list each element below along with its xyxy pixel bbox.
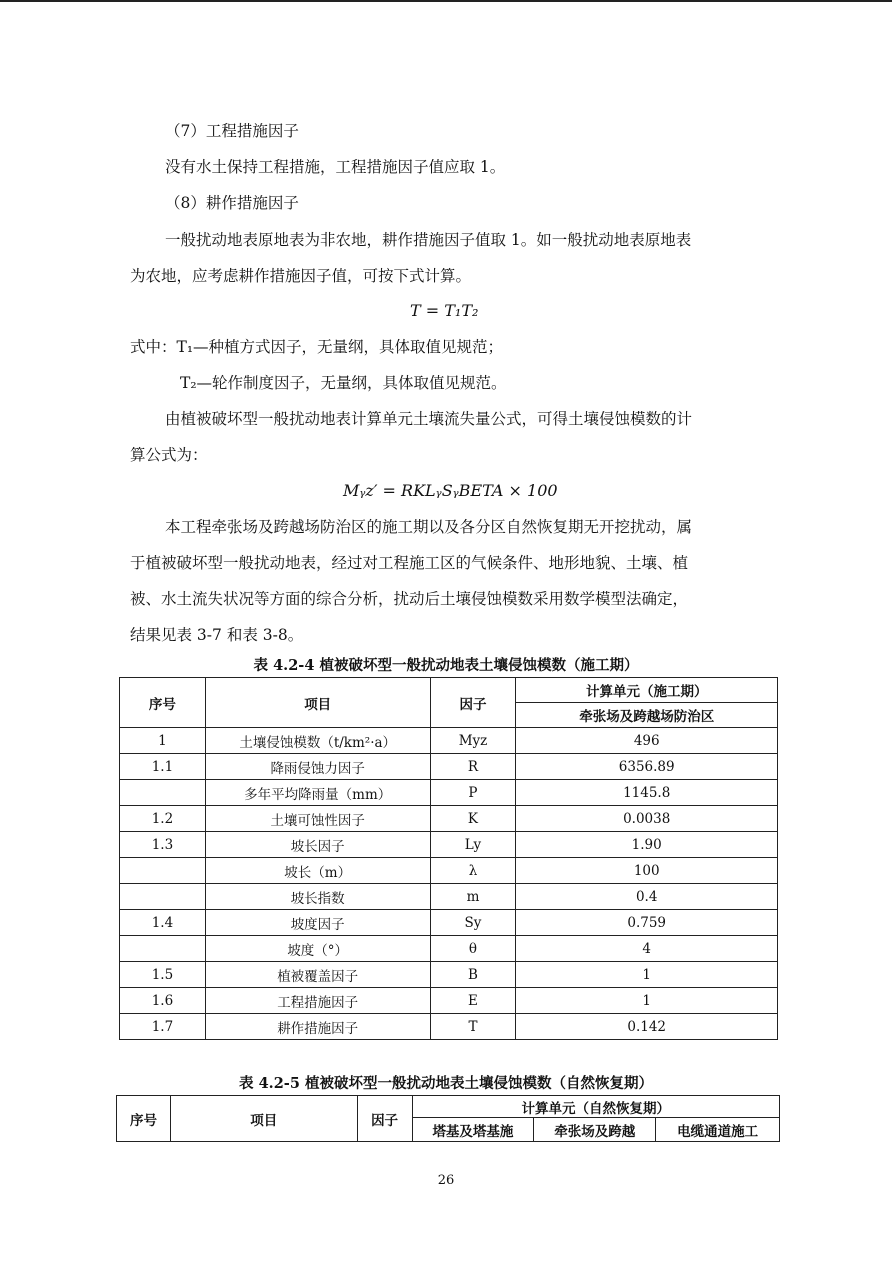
table1-header-item: 项目 bbox=[205, 678, 430, 728]
table-row bbox=[120, 962, 778, 988]
heading-8: （8）耕作措施因子 bbox=[165, 194, 299, 212]
table-row bbox=[120, 910, 778, 936]
table1-cell-value: 0.759 bbox=[516, 910, 778, 936]
paragraph-10-line-4: 结果见表 3-7 和表 3-8。 bbox=[130, 626, 304, 644]
top-border-line bbox=[0, 0, 892, 2]
table1-cell-item: 降雨侵蚀力因子 bbox=[205, 754, 430, 780]
table1-cell-item: 多年平均降雨量（mm） bbox=[205, 780, 430, 806]
paragraph-10-line-3: 被、水土流失状况等方面的综合分析，扰动后土壤侵蚀模数采用数学模型法确定， bbox=[130, 590, 689, 608]
table1-cell-factor: T bbox=[430, 1014, 516, 1040]
table1-cell-item: 坡长（m） bbox=[205, 858, 430, 884]
table1-cell-value: 1145.8 bbox=[516, 780, 778, 806]
table-row bbox=[120, 936, 778, 962]
table1-header-unit: 计算单元（施工期） bbox=[516, 678, 778, 703]
table1-body bbox=[120, 728, 778, 1040]
table1-cell-no: 1.4 bbox=[120, 910, 206, 936]
table1-cell-no bbox=[120, 884, 206, 910]
table1-cell-item: 坡长因子 bbox=[205, 832, 430, 858]
table1-cell-value: 496 bbox=[516, 728, 778, 754]
table-row bbox=[120, 728, 778, 754]
table2-header-sub1: 塔基及塔基施 bbox=[412, 1118, 534, 1142]
table1-cell-no: 1.7 bbox=[120, 1014, 206, 1040]
table-row bbox=[120, 780, 778, 806]
paragraph-7: 没有水土保持工程措施，工程措施因子值应取 1。 bbox=[165, 158, 506, 176]
table1-cell-factor: m bbox=[430, 884, 516, 910]
table2-caption: 表 4.2-5 植被破坏型一般扰动地表土壤侵蚀模数（自然恢复期） bbox=[239, 1075, 653, 1092]
table1-cell-item: 工程措施因子 bbox=[205, 988, 430, 1014]
table1-cell-factor: R bbox=[430, 754, 516, 780]
formula-myz: Mᵧz′ = RKLᵧSᵧBETA × 100 bbox=[343, 481, 558, 500]
table1-cell-item: 坡长指数 bbox=[205, 884, 430, 910]
table1-cell-factor: B bbox=[430, 962, 516, 988]
table1-cell-no: 1.5 bbox=[120, 962, 206, 988]
table1-cell-factor: λ bbox=[430, 858, 516, 884]
table2-header-item: 项目 bbox=[170, 1096, 357, 1142]
table2-header-sub3: 电缆通道施工 bbox=[656, 1118, 780, 1142]
table1-header-factor: 因子 bbox=[430, 678, 516, 728]
table1-cell-value: 0.142 bbox=[516, 1014, 778, 1040]
table1-header-sub: 牵张场及跨越场防治区 bbox=[516, 703, 778, 728]
table1-cell-no: 1.3 bbox=[120, 832, 206, 858]
paragraph-8-line-2: 为农地，应考虑耕作措施因子值，可按下式计算。 bbox=[130, 267, 472, 285]
table-row bbox=[120, 806, 778, 832]
paragraph-10-line-2: 于植被破坏型一般扰动地表，经过对工程施工区的气候条件、地形地貌、土壤、植 bbox=[130, 554, 689, 572]
table1-cell-value: 1.90 bbox=[516, 832, 778, 858]
table1-header-no: 序号 bbox=[120, 678, 206, 728]
paragraph-9-line-1: 由植被破坏型一般扰动地表计算单元土壤流失量公式，可得土壤侵蚀模数的计 bbox=[165, 410, 693, 428]
table1-cell-item: 土壤可蚀性因子 bbox=[205, 806, 430, 832]
table1-cell-factor: Ly bbox=[430, 832, 516, 858]
table1-cell-factor: K bbox=[430, 806, 516, 832]
table1-cell-factor: E bbox=[430, 988, 516, 1014]
table-row bbox=[120, 884, 778, 910]
table1-cell-item: 植被覆盖因子 bbox=[205, 962, 430, 988]
table2 bbox=[116, 1095, 780, 1142]
table1-cell-item: 耕作措施因子 bbox=[205, 1014, 430, 1040]
table2-header-sub2: 牵张场及跨越 bbox=[534, 1118, 656, 1142]
table1-cell-value: 0.0038 bbox=[516, 806, 778, 832]
where-line-2: T₂—轮作制度因子，无量纲，具体取值见规范。 bbox=[180, 374, 507, 392]
table1 bbox=[119, 677, 778, 1040]
table1-cell-no: 1 bbox=[120, 728, 206, 754]
table1-cell-no: 1.2 bbox=[120, 806, 206, 832]
table2-header-unit: 计算单元（自然恢复期） bbox=[412, 1096, 779, 1118]
table1-cell-value: 4 bbox=[516, 936, 778, 962]
table1-cell-factor: Sy bbox=[430, 910, 516, 936]
table-row bbox=[120, 754, 778, 780]
table1-cell-value: 1 bbox=[516, 988, 778, 1014]
table1-caption: 表 4.2-4 植被破坏型一般扰动地表土壤侵蚀模数（施工期） bbox=[253, 657, 639, 674]
formula-t: T = T₁T₂ bbox=[410, 301, 479, 320]
table1-cell-factor: θ bbox=[430, 936, 516, 962]
table1-cell-no bbox=[120, 858, 206, 884]
table1-cell-factor: P bbox=[430, 780, 516, 806]
table1-cell-value: 100 bbox=[516, 858, 778, 884]
table1-cell-value: 0.4 bbox=[516, 884, 778, 910]
table1-cell-value: 1 bbox=[516, 962, 778, 988]
table1-cell-item: 坡度（°） bbox=[205, 936, 430, 962]
table-row bbox=[120, 832, 778, 858]
table-row bbox=[120, 988, 778, 1014]
page-number: 26 bbox=[437, 1173, 455, 1188]
paragraph-8-line-1: 一般扰动地表原地表为非农地，耕作措施因子值取 1。如一般扰动地表原地表 bbox=[165, 231, 692, 249]
where-line-1: 式中：T₁—种植方式因子，无量纲，具体取值见规范； bbox=[130, 338, 504, 356]
table1-cell-no bbox=[120, 936, 206, 962]
table1-cell-no bbox=[120, 780, 206, 806]
paragraph-10-line-1: 本工程牵张场及跨越场防治区的施工期以及各分区自然恢复期无开挖扰动，属 bbox=[165, 518, 693, 536]
paragraph-9-line-2: 算公式为： bbox=[130, 446, 208, 464]
table2-header-no: 序号 bbox=[117, 1096, 171, 1142]
table2-header-factor: 因子 bbox=[357, 1096, 412, 1142]
table1-cell-no: 1.6 bbox=[120, 988, 206, 1014]
table-row bbox=[120, 1014, 778, 1040]
table1-cell-factor: Myz bbox=[430, 728, 516, 754]
table-row bbox=[120, 858, 778, 884]
table1-cell-item: 坡度因子 bbox=[205, 910, 430, 936]
table1-cell-value: 6356.89 bbox=[516, 754, 778, 780]
table1-cell-no: 1.1 bbox=[120, 754, 206, 780]
table1-cell-item: 土壤侵蚀模数（t/km²·a） bbox=[205, 728, 430, 754]
heading-7: （7）工程措施因子 bbox=[165, 122, 299, 140]
